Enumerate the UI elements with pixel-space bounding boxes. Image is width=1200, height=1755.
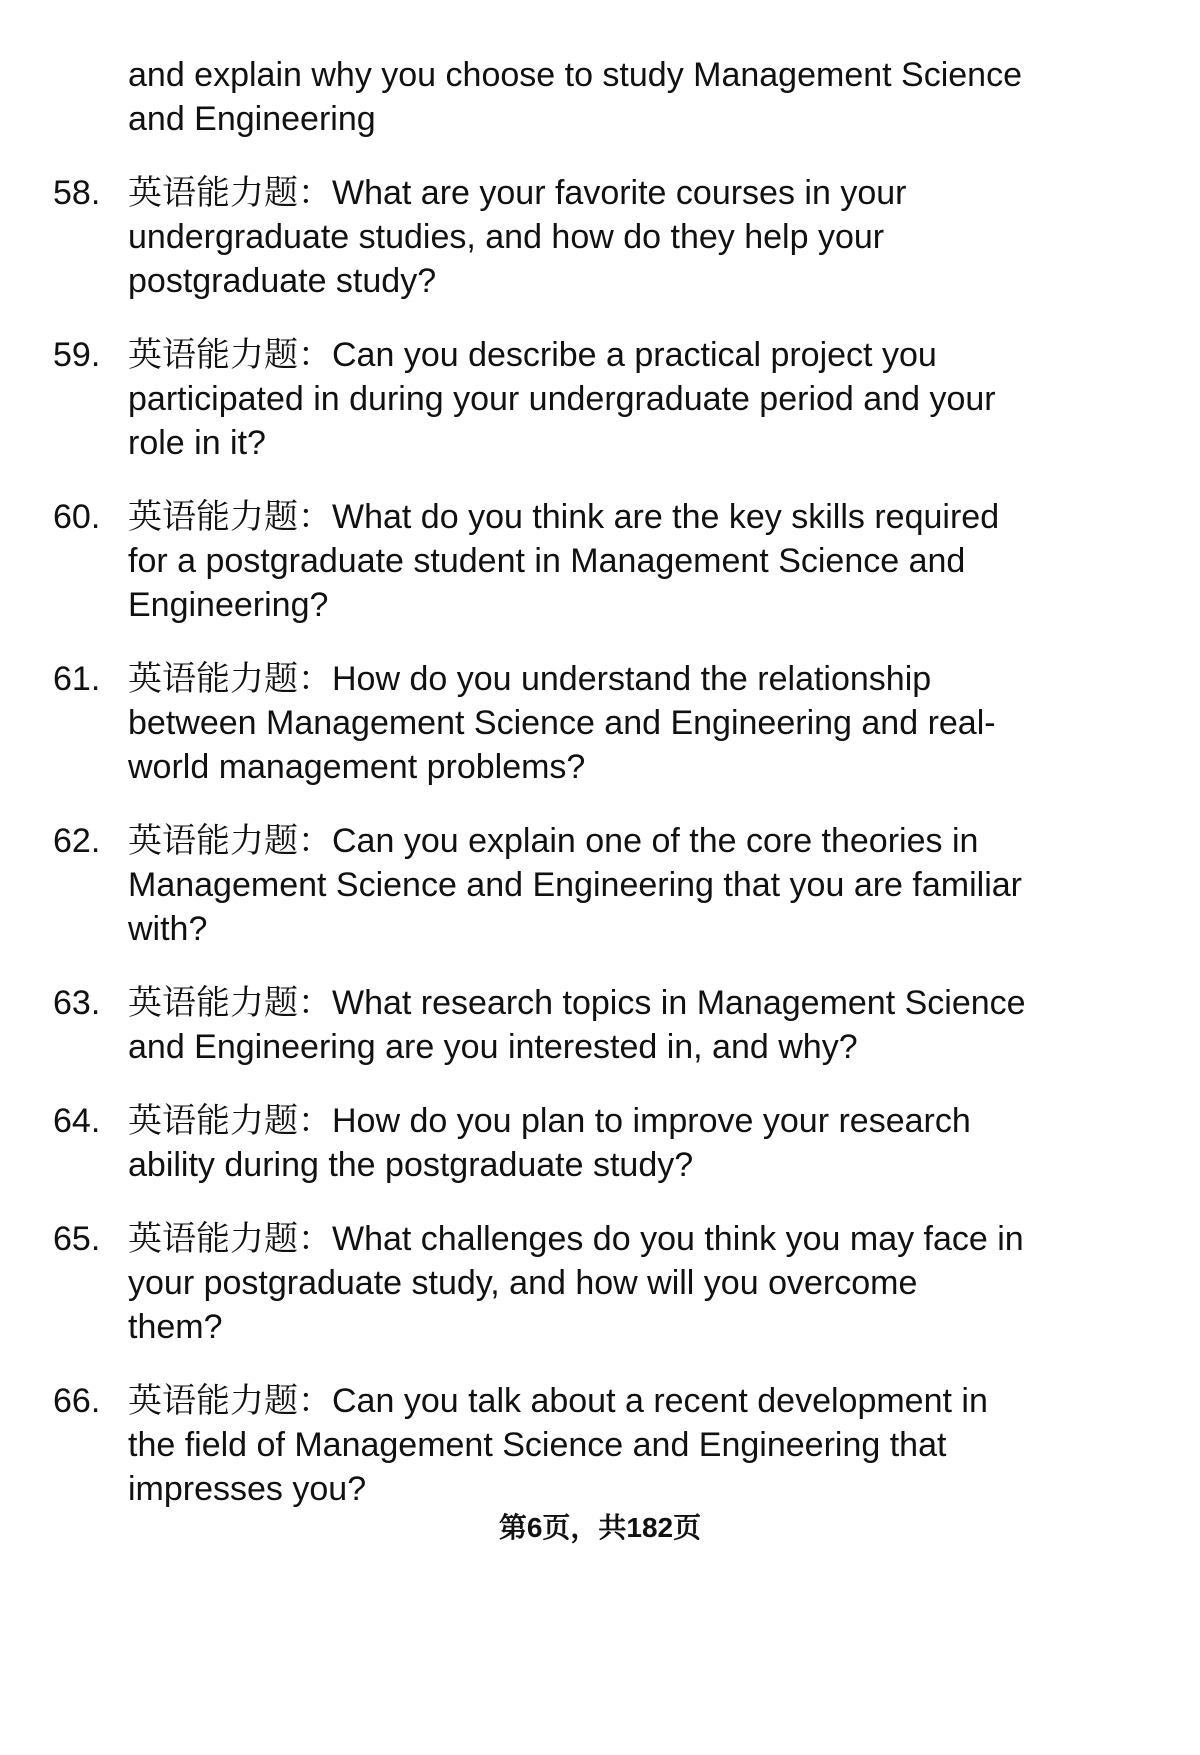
question-number: 60. bbox=[53, 498, 101, 536]
question-line: 英语能力题：What do you think are the key skills required bbox=[128, 498, 1000, 536]
question-line: participated in during your undergraduate period and your bbox=[128, 380, 996, 418]
page-number-footer: 第6页，共182页 bbox=[498, 1512, 702, 1543]
question-line: undergraduate studies, and how do they help your bbox=[128, 218, 885, 256]
question-line: postgraduate study? bbox=[128, 262, 437, 300]
question-item-58 bbox=[0, 171, 1200, 303]
question-number: 64. bbox=[53, 1102, 101, 1140]
question-line: 英语能力题：Can you describe a practical project you bbox=[128, 336, 937, 374]
question-number: 65. bbox=[53, 1220, 101, 1258]
question-line: and explain why you choose to study Management Science bbox=[128, 56, 1022, 94]
question-item-59 bbox=[0, 333, 1200, 465]
question-text bbox=[128, 53, 1200, 141]
question-number-empty bbox=[0, 53, 128, 141]
question-line: Engineering? bbox=[128, 586, 329, 624]
question-item-65 bbox=[0, 1217, 1200, 1349]
question-line: world management problems? bbox=[128, 748, 586, 786]
question-text bbox=[128, 1217, 1200, 1349]
question-line: 英语能力题：What are your favorite courses in your bbox=[128, 174, 907, 212]
document-page bbox=[0, 53, 1200, 1541]
question-line: impresses you? bbox=[128, 1470, 367, 1508]
question-item-61 bbox=[0, 657, 1200, 789]
question-line: 英语能力题：Can you explain one of the core theories in bbox=[128, 822, 979, 860]
question-line: 英语能力题：How do you understand the relationship bbox=[128, 660, 932, 698]
question-text bbox=[128, 495, 1200, 627]
question-text bbox=[128, 657, 1200, 789]
question-item-62 bbox=[0, 819, 1200, 951]
question-number: 62. bbox=[53, 822, 101, 860]
question-number: 59. bbox=[53, 336, 101, 374]
question-text bbox=[128, 171, 1200, 303]
question-line: and Engineering bbox=[128, 100, 376, 138]
question-text bbox=[128, 333, 1200, 465]
question-number: 66. bbox=[53, 1382, 101, 1420]
question-line: 英语能力题：Can you talk about a recent development in bbox=[128, 1382, 988, 1420]
question-line: between Management Science and Engineering and real- bbox=[128, 704, 996, 742]
question-line: role in it? bbox=[128, 424, 266, 462]
question-line: 英语能力题：How do you plan to improve your research bbox=[128, 1102, 971, 1140]
question-text bbox=[128, 819, 1200, 951]
question-item-60 bbox=[0, 495, 1200, 627]
question-text bbox=[128, 1099, 1200, 1187]
question-line: the field of Management Science and Engineering that bbox=[128, 1426, 947, 1464]
question-item-64 bbox=[0, 1099, 1200, 1187]
question-item-66 bbox=[0, 1379, 1200, 1511]
question-item-63 bbox=[0, 981, 1200, 1069]
question-number: 58. bbox=[53, 174, 101, 212]
question-number: 61. bbox=[53, 660, 101, 698]
question-line: them? bbox=[128, 1308, 223, 1346]
question-line: and Engineering are you interested in, and why? bbox=[128, 1028, 858, 1066]
question-line: 英语能力题：What research topics in Management Science bbox=[128, 984, 1026, 1022]
question-line: ability during the postgraduate study? bbox=[128, 1146, 694, 1184]
question-text bbox=[128, 1379, 1200, 1511]
question-line: with? bbox=[128, 910, 208, 948]
question-number: 63. bbox=[53, 984, 101, 1022]
question-line: for a postgraduate student in Management Science and bbox=[128, 542, 966, 580]
question-text bbox=[128, 981, 1200, 1069]
question-line: 英语能力题：What challenges do you think you may face in bbox=[128, 1220, 1024, 1258]
question-line: your postgraduate study, and how will you overcome bbox=[128, 1264, 918, 1302]
question-continuation bbox=[0, 53, 1200, 141]
question-line: Management Science and Engineering that you are familiar bbox=[128, 866, 1022, 904]
